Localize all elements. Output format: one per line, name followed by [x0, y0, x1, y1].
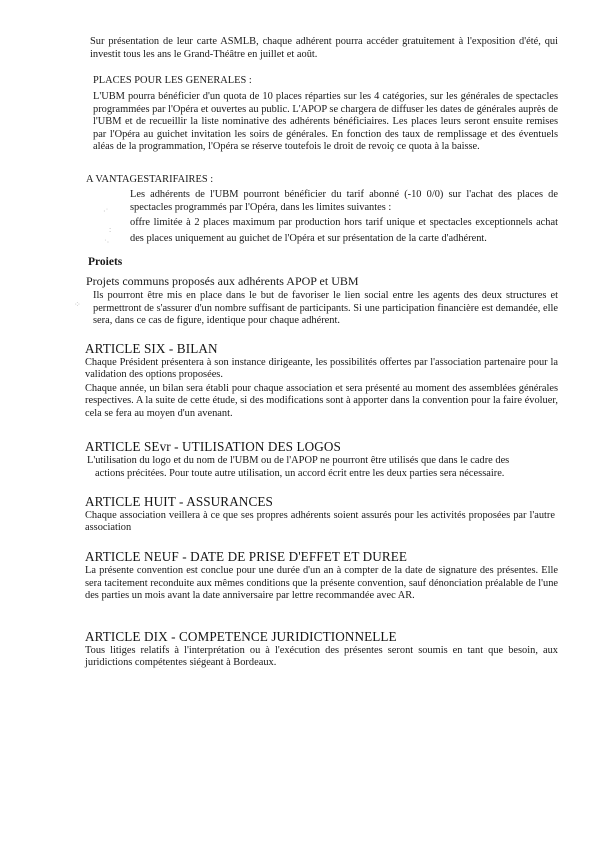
- scan-speck: :: [109, 225, 112, 234]
- avantages-heading: A VANTAGESTARIFAIRES :: [86, 174, 214, 185]
- article-huit-heading: ARTICLE HUIT - ASSURANCES: [85, 494, 273, 509]
- projets-paragraph: Ils pourront être mis en place dans le but de favoriser le lien social entre les agents des deux structures et permettront de s'assurer d'un nombre suffisant de participants. Si une participation financière est demandée, elle sera, dans ce cas de figure, identique pour chaque adhérent.: [93, 290, 558, 327]
- scan-speck: ⁘: [74, 300, 81, 309]
- article-dix-heading: ARTICLE DIX - COMPETENCE JURIDICTIONNELLE: [85, 629, 397, 644]
- article-sept-paragraph-1: L'utilisation du logo et du nom de l'UBM ou de l'APOP ne pourront être utilisés que dans le cadre des: [87, 455, 510, 466]
- article-six-heading: ARTICLE SIX - BILAN: [85, 341, 218, 356]
- avantages-paragraph-2: offre limitée à 2 places maximum par production hors tarif unique et spectacles exceptionnels achat des places uniquement au guichet de l'Opéra et sur présentation de la carte d'adhérent.: [130, 217, 558, 244]
- article-neuf-paragraph: La présente convention est conclue pour une durée d'un an à compter de la date de signature des présentes. Elle sera tacitement reconduite aux mêmes conditions que la présente convention, sauf dénonciation préalable de l'une des parties un mois avant la date anniversaire par lettre recommandée avec AR.: [85, 565, 558, 602]
- projets-heading: Projets communs proposés aux adhérents APOP et UBM: [86, 274, 359, 288]
- article-six-paragraph-1: Chaque Président présentera à son instance dirigeante, les possibilités offertes par l'association partenaire pour la validation des options proposées.: [85, 357, 558, 381]
- scan-speck: ·˙: [103, 207, 109, 216]
- article-dix-paragraph: Tous litiges relatifs à l'interprétation ou à l'exécution des présentes seront soumis en tant que besoin, aux juridictions compétentes siégeant à Bordeaux.: [85, 645, 558, 669]
- article-huit-paragraph: Chaque association veillera à ce que ses propres adhérents soient assurés pour les activités proposées par l'autre association: [85, 510, 555, 534]
- article-neuf-heading: ARTICLE NEUF - DATE DE PRISE D'EFFET ET DUREE: [85, 549, 408, 564]
- article-sept-heading: ARTICLE SEvr - UTILISATION DES LOGOS: [85, 439, 341, 454]
- scan-speck: ˙·: [104, 238, 110, 247]
- intro-paragraph: Sur présentation de leur carte ASMLB, chaque adhérent pourra accéder gratuitement à l'exposition d'été, qui investit tous les ans le Grand-Théâtre en juillet et août.: [90, 36, 558, 60]
- projets-label: Proiets: [88, 256, 123, 268]
- places-heading: PLACES POUR LES GENERALES :: [93, 75, 252, 86]
- article-six-paragraph-2: Chaque année, un bilan sera établi pour chaque association et sera présenté au moment des assemblées générales respectives. A la suite de cette étude, si des modifications sont à apporter dans la convention pour la faire évoluer, cela se fera au moyen d'un avenant.: [85, 383, 558, 419]
- avantages-paragraph-1: Les adhérents de l'UBM pourront bénéficier du tarif abonné (-10 0/0) sur l'achat des places de spectacles programmés par l'Opéra, dans les limites suivantes :: [130, 189, 558, 214]
- places-paragraph: L'UBM pourra bénéficier d'un quota de 10 places réparties sur les 4 catégories, sur les générales de spectacles programmées par l'Opéra et ouvertes au public. L'APOP se chargera de diffuser les dates de générales auprès de l'UBM et de recueillir la liste nominative des adhérents bénéficiaires. Les places leurs seront ensuite remises par l'Opéra au guichet invitation les soirs de générales. En fonction des taux de remplissage et des éventuels aléas de la programmation, l'Opéra se réserve toutefois le droit de revoiç ce quota à la baisse.: [93, 91, 558, 153]
- article-sept-paragraph-2: actions précitées. Pour toute autre utilisation, un accord écrit entre les deux parties sera nécessaire.: [95, 468, 505, 479]
